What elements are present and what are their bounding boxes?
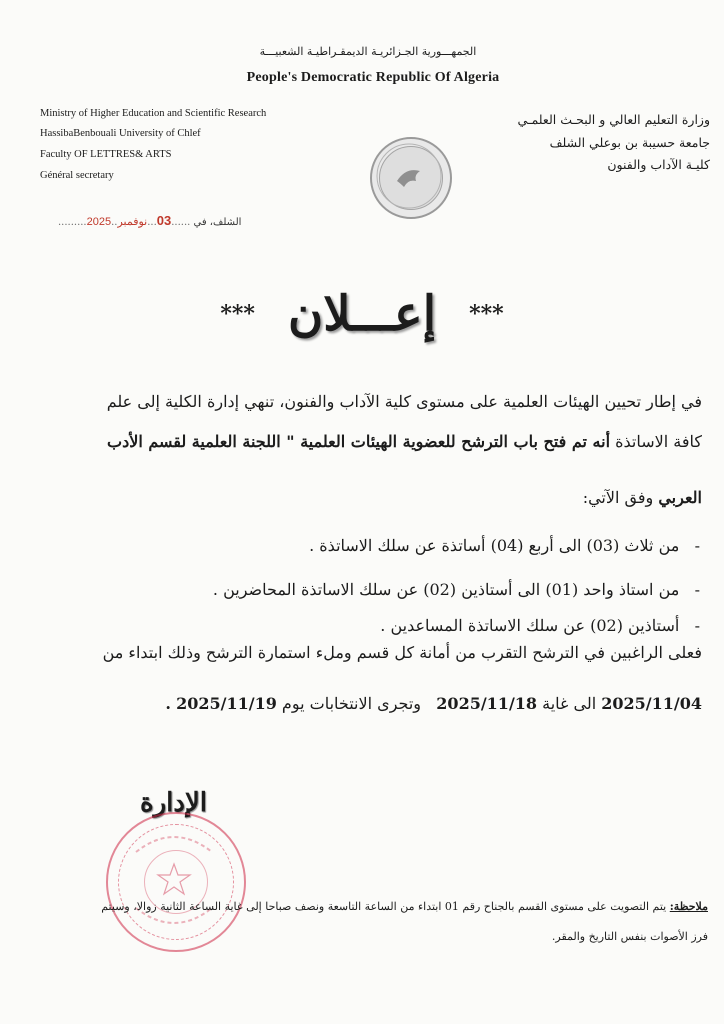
faculty-en: Faculty OF LETTRES& ARTS <box>40 149 172 160</box>
republic-english: People's Democratic Republic Of Algeria <box>246 70 500 85</box>
elections-text: وتجرى الانتخابات يوم <box>281 694 422 713</box>
official-stamp <box>106 812 246 952</box>
stars-left: *** <box>220 301 255 327</box>
item-2-text: من استاذ واحد (01) الى أستاذين (02) عن سلك الاساتذة المحاضرين . <box>212 580 680 599</box>
university-seal <box>370 137 452 219</box>
title-word: إعـــلان <box>287 286 437 342</box>
date-end: 2025/11/18 <box>436 694 538 713</box>
stamp-star-icon <box>106 812 242 948</box>
ministry-ar: وزارة التعليم العالي و البحـث العلمـي <box>517 112 710 127</box>
body-line-2a: كافة الاساتذة <box>615 432 702 451</box>
date-vote: 2025/11/19 <box>176 694 277 713</box>
note-text-1: يتم التصويت على مستوى القسم بالجناح رقم 01 ابتداء من الساعة التاسعة ونصف صباحا إلى غاية الساعة الثانية زوالا، وسيتم <box>101 900 667 913</box>
item-3-text: أستاذين (02) عن سلك الاساتذة المساعدين . <box>380 616 680 635</box>
body-line-3a: العربي <box>658 488 702 507</box>
list-item: - من ثلاث (03) الى أربع (04) أساتذة عن سلك الاساتذة . <box>309 536 700 555</box>
republic-arabic: الجمهـــورية الجـزائريـة الديمقـراطيـة الشعبيـــة <box>259 45 477 58</box>
body-line-1: في إطار تحيين الهيئات العلمية على مستوى كلية الآداب والفنون، تنهي إدارة الكلية إلى علم <box>106 392 702 411</box>
dates-line <box>165 694 702 713</box>
announcement-title <box>0 286 724 342</box>
faculty-ar: كليـة الآداب والفنون <box>607 157 710 172</box>
body-line-4: فعلى الراغبين في الترشح التقرب من أمانة كل قسم وملء استمارة الترشح وذلك ابتداء من <box>102 643 702 662</box>
end-dot: . <box>165 694 171 713</box>
date-start: 2025/11/04 <box>601 694 702 713</box>
stars-right: *** <box>469 301 504 327</box>
university-en: HassibaBenbouali University of Chlef <box>40 128 201 139</box>
dove-emblem-icon <box>370 137 448 215</box>
date-prefix: الشلف، في <box>193 217 242 228</box>
body-line-2 <box>107 432 702 451</box>
body-line-3b: وفق الآتي: <box>582 488 654 507</box>
list-item: - أستاذين (02) عن سلك الاساتذة المساعدين . <box>380 616 700 635</box>
until-text: الى غاية <box>542 694 597 713</box>
body-line-2b: أنه تم فتح باب الترشح للعضوية الهيئات العلمية " اللجنة العلمية لقسم الأدب <box>107 432 611 451</box>
secretary-en: Général secretary <box>40 170 114 181</box>
note-line-2: فرز الأصوات بنفس التاريخ والمقر. <box>551 930 708 943</box>
note-line-1 <box>101 900 708 913</box>
body-line-3 <box>583 488 702 507</box>
list-item: - من استاذ واحد (01) الى أستاذين (02) عن سلك الاساتذة المحاضرين . <box>212 580 700 599</box>
note-label: ملاحظة: <box>669 900 708 913</box>
ministry-en: Ministry of Higher Education and Scientific Research <box>40 108 267 119</box>
date-month: نوفمبر <box>117 216 148 228</box>
administration-signature: الإدارة <box>140 788 208 818</box>
date-year: 2025 <box>86 216 112 228</box>
date-line: الشلف، في ......03...نوفمبر..2025......... <box>58 213 242 228</box>
university-ar: جامعة حسيبة بن بوعلي الشلف <box>549 135 710 150</box>
date-day: 03 <box>156 213 172 228</box>
item-1-text: من ثلاث (03) الى أربع (04) أساتذة عن سلك الاساتذة . <box>309 536 680 555</box>
